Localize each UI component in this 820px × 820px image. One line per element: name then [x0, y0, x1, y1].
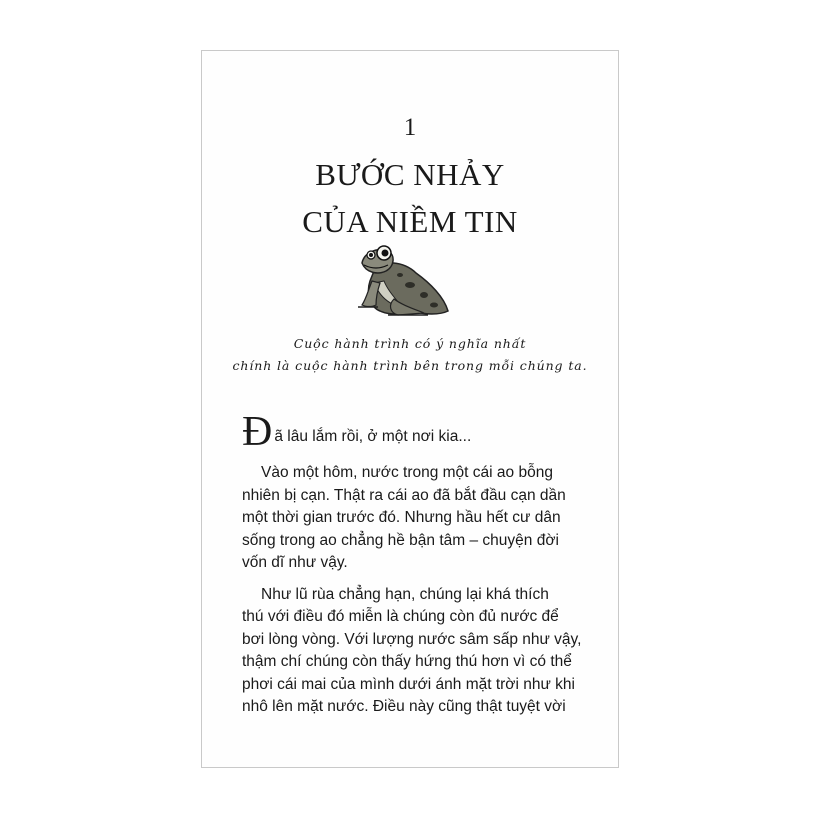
epigraph-line-1: Cuộc hành trình có ý nghĩa nhất: [293, 336, 527, 351]
epigraph-line-2: chính là cuộc hành trình bên trong mỗi chúng ta.: [232, 358, 588, 373]
paragraph-line: bơi lòng vòng. Với lượng nước sâm sấp như vậy,: [242, 630, 582, 648]
paragraph-line: sống trong ao chẳng hề bận tâm – chuyện đời: [242, 531, 559, 549]
paragraph-line: Vào một hôm, nước trong một cái ao bỗng: [261, 464, 553, 481]
drop-cap: Đ: [242, 409, 273, 455]
frog-icon: [344, 241, 452, 321]
paragraph-line: thú với điều đó miễn là chúng còn đủ nước để: [242, 608, 559, 625]
paragraph-line: Như lũ rùa chẳng hạn, chúng lại khá thích: [261, 585, 549, 603]
paragraph-line: nhiên bị cạn. Thật ra cái ao đã bắt đầu cạn dần: [242, 486, 566, 504]
paragraph-line: một thời gian trước đó. Nhưng hầu hết cư dân: [242, 509, 561, 526]
body-text: [242, 411, 598, 719]
book-page: [201, 50, 619, 768]
chapter-title-line-2: CỦA NIỀM TIN: [302, 204, 518, 239]
opening-line: ã lâu lắm rồi, ở một nơi kia...: [274, 428, 472, 445]
paragraph-line: phơi cái mai của mình dưới ánh mặt trời như khi: [242, 675, 575, 693]
paragraph-line: thậm chí chúng còn thấy hứng thú hơn vì có thể: [242, 653, 572, 670]
paragraph-3: [242, 584, 598, 719]
chapter-title: [202, 151, 618, 245]
paragraph-line: nhô lên mặt nước. Điều này cũng thật tuyệt vời: [242, 698, 566, 715]
paragraph-2: [242, 462, 598, 575]
chapter-number: 1: [403, 114, 417, 141]
chapter-title-line-1: BƯỚC NHẢY: [315, 157, 505, 192]
paragraph-line: vốn dĩ như vậy.: [242, 554, 348, 571]
epigraph: [202, 333, 618, 377]
opening-paragraph: [242, 411, 598, 453]
